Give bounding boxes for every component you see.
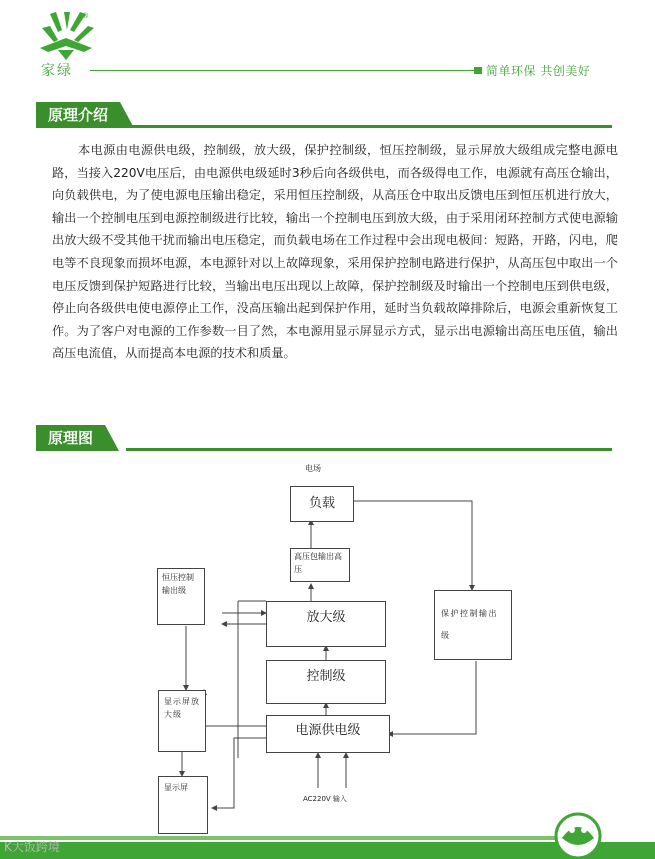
amplifier-block: 放大级 (266, 601, 386, 647)
header-divider-cap (474, 67, 482, 74)
section-header-intro (36, 102, 612, 128)
section-rule (126, 125, 612, 128)
section-rule (126, 448, 612, 451)
watermark-text: 大饭跨境 (11, 840, 60, 854)
brand-name: 家绿 (41, 63, 73, 79)
footer-stripe (0, 836, 560, 840)
frog-mascot-icon (548, 808, 608, 858)
brand-slogan: 简单环保 共创美好 (486, 64, 591, 78)
watermark: K大饭跨境 (4, 840, 60, 854)
header-divider (90, 70, 482, 71)
field-label: 电场 (305, 464, 321, 473)
display-block: 显示屏 (158, 776, 208, 834)
section-title-intro: 原理介绍 (36, 102, 120, 128)
power-supply-block: 电源供电级 (266, 715, 390, 753)
section-header-diagram (36, 425, 612, 451)
load-block: 负载 (290, 486, 354, 522)
protection-block: 保护控制输出级 (434, 590, 512, 660)
hv-output-block: 高压包输出高压 (290, 548, 350, 582)
display-amplifier-block: 显示屏放大级 (158, 690, 206, 752)
section-title-diagram: 原理图 (36, 425, 105, 451)
constant-voltage-block: 恒压控制输出级 (157, 568, 205, 625)
intro-paragraph: 本电源由电源供电级，控制级，放大级，保护控制级，恒压控制级，显示屏放大级组成完整电源电路，当接入220V电压后，由电源供电级延时3秒后向各级供电，而各级得电工作，电源就有高压仓输出，向负载供电，为了使电源电压输出稳定，采用恒压控制级，从高压仓中取出反馈电压到恒压机进行放大，输出一个控制电压到电源控制级进行比较，输出一个控制电压到放大级，由于采用闭环控制方式使电源输出放大级不受其他干扰而输出电压稳定，而负载电场在工作过程中会出现电极间：短路，开路，闪电，爬电等不良现象而损坏电源，本电源针对以上故障现象，采用保护控制电路进行保护，从高压包中取出一个电压反馈到保护短路进行比较，当输出电压出现以上故障，保护控制级及时输出一个控制电压到供电级，停止向各级供电使电源停止工作，没高压输出起到保护作用，延时当负载故障排除后，电源会重新恢复工作。为了客户对电源的工作参数一目了然，本电源用显示屏显示方式，显示出电源输出高压电压值，输出高压电流值，从而提高本电源的技术和质量。 (52, 143, 618, 361)
control-block: 控制级 (266, 660, 386, 704)
ac-input-label: AC220V 输入 (303, 795, 347, 803)
schematic-diagram (140, 458, 540, 830)
registered-mark: ® (82, 12, 89, 20)
